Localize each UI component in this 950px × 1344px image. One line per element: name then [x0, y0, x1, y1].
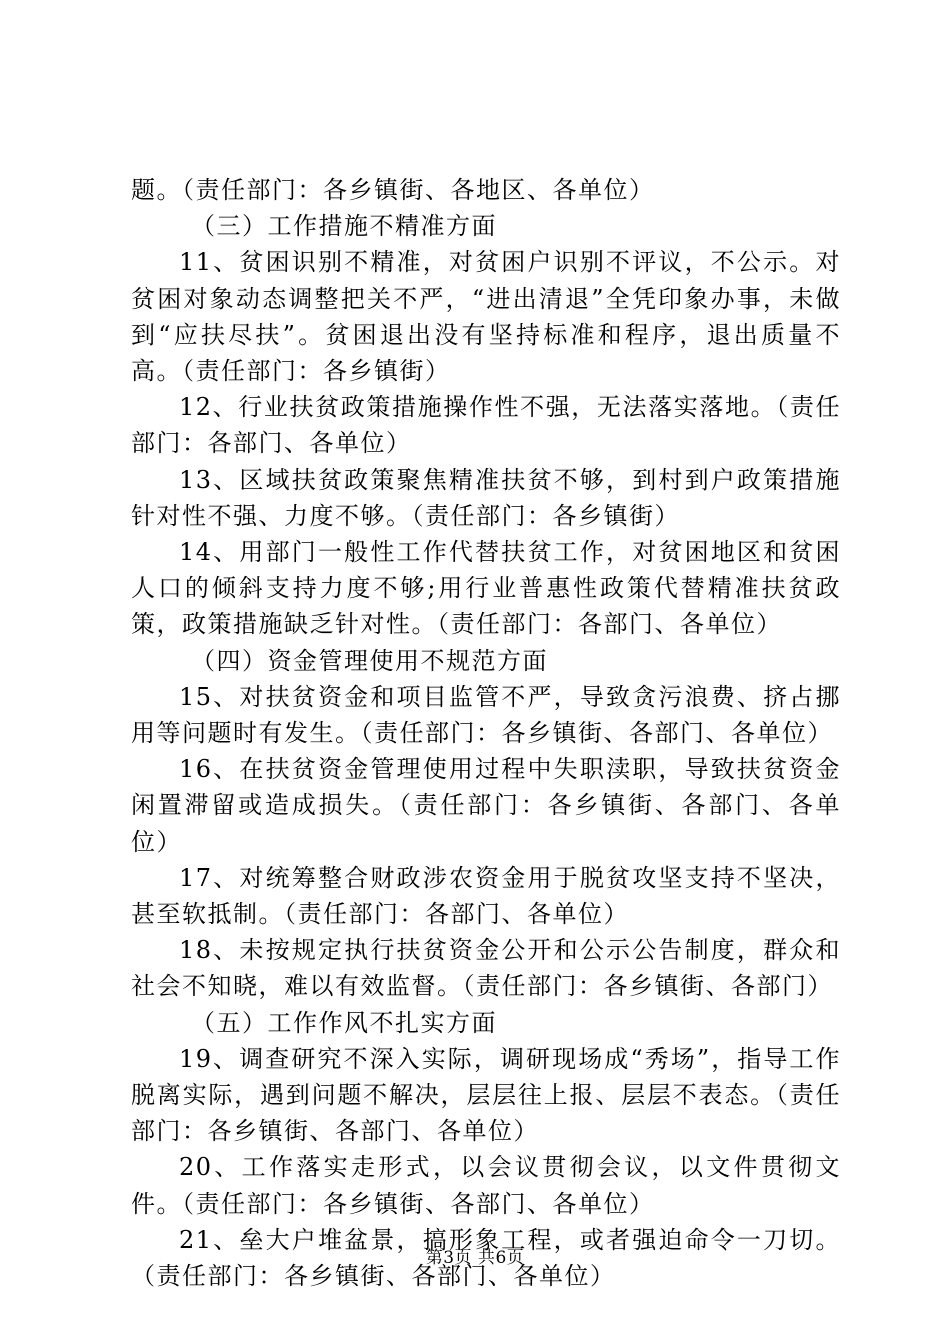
section-heading-4: （四）资金管理使用不规范方面	[191, 646, 548, 675]
list-item-19: 19、调查研究不深入实际，调研现场成“秀场”，指导工作脱离实际，遇到问题不解决，层层往上报、层层不表态。（责任部门：各乡镇街、各部门、各单位）	[131, 1044, 841, 1146]
list-item-13: 13、区域扶贫政策聚焦精准扶贫不够，到村到户政策措施针对性不强、力度不够。（责任部门：各乡镇街）	[131, 465, 841, 530]
list-item-17: 17、对统筹整合财政涉农资金用于脱贫攻坚支持不坚决，甚至软抵制。（责任部门：各部门、各单位）	[131, 863, 841, 929]
section-heading-3: （三）工作措施不精准方面	[191, 212, 497, 241]
page-number-footer: 第3页 共6页	[425, 1248, 525, 1268]
document-body	[131, 172, 841, 1294]
list-item-21: 21、垒大户堆盆景，搞形象工程，或者强迫命令一刀切。（责任部门：各乡镇街、各部门、各单位）	[131, 1225, 841, 1291]
list-item-11: 11、贫困识别不精准，对贫困户识别不评议，不公示。对贫困对象动态调整把关不严，“进出清退”全凭印象办事，未做到“应扶尽扶”。贫困退出没有坚持标准和程序，退出质量不高。（责任部门：各乡镇街）	[131, 248, 841, 386]
list-item-14: 14、用部门一般性工作代替扶贫工作，对贫困地区和贫困人口的倾斜支持力度不够;用行业普惠性政策代替精准扶贫政策，政策措施缺乏针对性。（责任部门：各部门、各单位）	[131, 538, 841, 639]
list-item-16: 16、在扶贫资金管理使用过程中失职渎职，导致扶贫资金闲置滞留或造成损失。（责任部门：各乡镇街、各部门、各单位）	[131, 755, 841, 856]
list-item-12: 12、行业扶贫政策措施操作性不强，无法落实落地。（责任部门：各部门、各单位）	[131, 393, 841, 458]
paragraph-continuation: 题。（责任部门：各乡镇街、各地区、各单位）	[131, 176, 655, 204]
list-item-18: 18、未按规定执行扶贫资金公开和公示公告制度，群众和社会不知晓，难以有效监督。（责任部门：各乡镇街、各部门）	[131, 936, 841, 1001]
section-heading-5: （五）工作作风不扎实方面	[191, 1008, 497, 1037]
list-item-20: 20、工作落实走形式，以会议贯彻会议，以文件贯彻文件。（责任部门：各乡镇街、各部门、各单位）	[131, 1153, 841, 1218]
list-item-15: 15、对扶贫资金和项目监管不严，导致贪污浪费、挤占挪用等问题时有发生。（责任部门：各乡镇街、各部门、各单位）	[131, 682, 841, 748]
